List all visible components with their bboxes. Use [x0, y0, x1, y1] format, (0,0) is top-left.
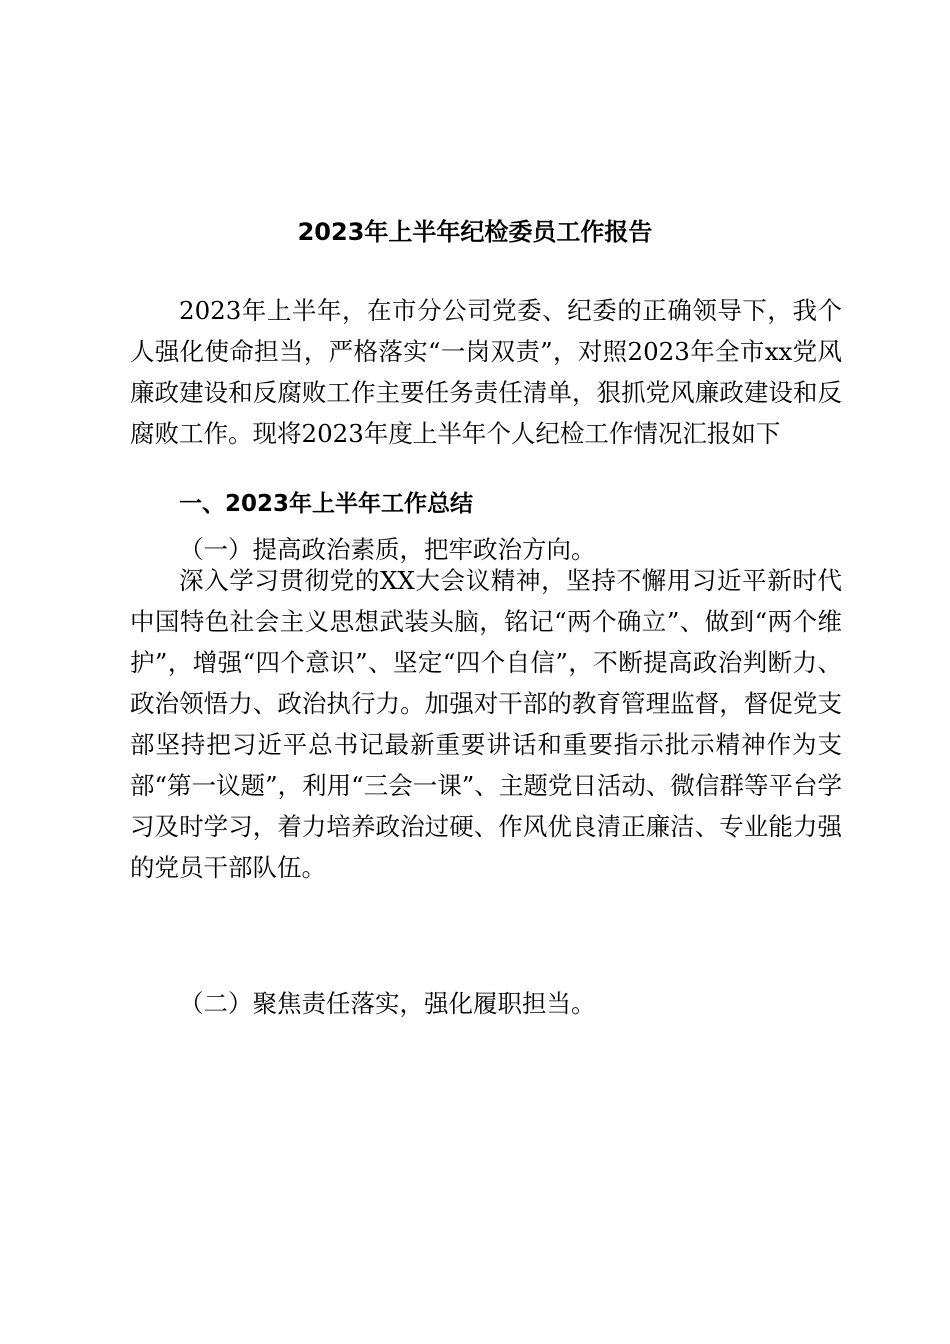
subsection-heading-responsibility: （二）聚焦责任落实，强化履职担当。 [179, 989, 596, 1018]
section-heading-summary: 一、2023年上半年工作总结 [179, 491, 474, 517]
subsection-heading-political: （一）提高政治素质，把牢政治方向。 [179, 535, 596, 564]
intro-paragraph: 2023年上半年，在市分公司党委、纪委的正确领导下，我个人强化使命担当，严格落实“一岗双责”，对照2023年全市xx党风廉政建设和反腐败工作主要任务责任清单，狠抓党风廉政建设和反腐败工作。现将2023年度上半年个人纪检工作情况汇报如下 [130, 296, 842, 448]
document-title: 2023年上半年纪检委员工作报告 [297, 218, 653, 246]
body-paragraph-political: 深入学习贯彻党的XX大会议精神，坚持不懈用习近平新时代中国特色社会主义思想武装头脑，铭记“两个确立”、做到“两个维护”，增强“四个意识”、坚定“四个自信”，不断提高政治判断力、政治领悟力、政治执行力。加强对干部的教育管理监督，督促党支部坚持把习近平总书记最新重要讲话和重要指示批示精神作为支部“第一议题”，利用“三会一课”、主题党日活动、微信群等平台学习及时学习，着力培养政治过硬、作风优良清正廉洁、专业能力强的党员干部队伍。 [130, 566, 842, 882]
